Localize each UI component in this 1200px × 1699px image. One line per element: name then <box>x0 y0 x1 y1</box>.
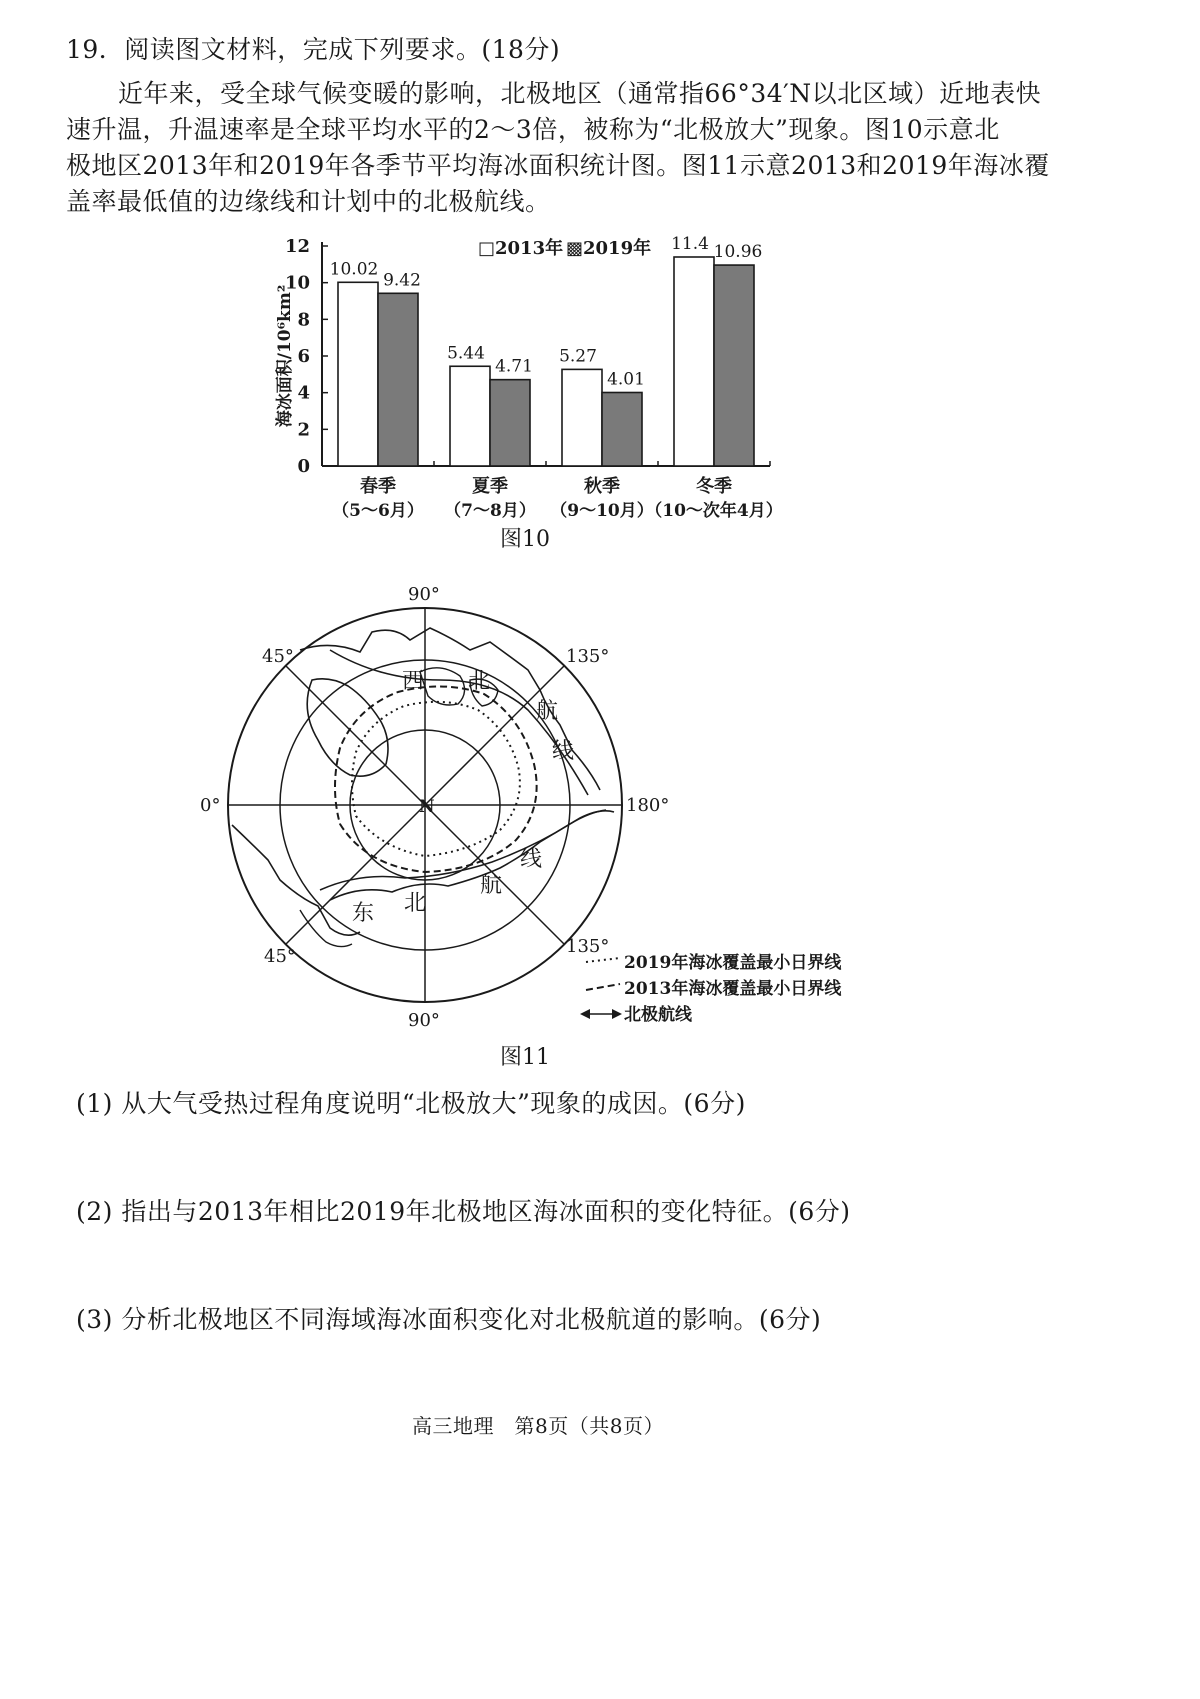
nw-route-char-3: 航 <box>536 699 559 724</box>
paragraph-line-3: 极地区2013年和2019年各季节平均海冰面积统计图。图11示意2013和2019年海冰覆 <box>66 151 1050 180</box>
bar-value-label: 4.01 <box>607 369 645 390</box>
legend-2019-swatch <box>586 958 620 962</box>
category-sublabel: （10～次年4月） <box>645 501 783 521</box>
ne-route-char-2: 北 <box>404 891 427 916</box>
ne-route-char-1: 东 <box>352 901 375 926</box>
figure-10-caption: 图10 <box>500 527 550 552</box>
bar-2019年-冬季 <box>714 265 754 466</box>
subquestion-1: (1) 从大气受热过程角度说明“北极放大”现象的成因。(6分) <box>76 1089 746 1118</box>
bar-2013年-秋季 <box>562 369 602 466</box>
y-tick-label: 6 <box>297 346 310 367</box>
legend-2019-label: 2019年海冰覆盖最小日界线 <box>624 953 842 973</box>
lon-label-left: 0° <box>200 795 221 816</box>
bar-2019年-夏季 <box>490 380 530 466</box>
nw-route-char-2: 北 <box>468 669 491 694</box>
bar-2019年-春季 <box>378 293 418 466</box>
ice-boundary-2013 <box>335 686 537 872</box>
figure-11-caption: 图11 <box>500 1045 550 1070</box>
lon-label-top-left: 45° <box>262 646 294 667</box>
y-tick-label: 0 <box>297 456 310 477</box>
category-label: 冬季 <box>696 476 732 497</box>
ne-route-char-4: 线 <box>520 847 543 872</box>
bar-2019年-秋季 <box>602 392 642 466</box>
question-heading: 19．阅读图文材料，完成下列要求。(18分) <box>66 35 561 64</box>
page-footer: 高三地理 第8页（共8页） <box>412 1414 664 1438</box>
y-tick-label: 12 <box>284 236 310 257</box>
subquestion-3: (3) 分析北极地区不同海域海冰面积变化对北极航道的影响。(6分) <box>76 1305 822 1334</box>
coastline-europe <box>232 825 360 935</box>
nw-route-char-1: 西 <box>402 669 425 694</box>
bar-value-label: 5.44 <box>447 343 485 364</box>
lon-label-bottom-right: 135° <box>566 936 610 957</box>
legend-2013: □2013年 <box>478 238 564 259</box>
category-label: 春季 <box>360 476 396 497</box>
bar-value-label: 9.42 <box>383 270 421 291</box>
bar-value-label: 10.02 <box>329 259 379 280</box>
lon-label-top: 90° <box>408 584 440 605</box>
category-sublabel: （7～8月） <box>444 501 536 521</box>
y-tick-label: 2 <box>297 419 310 441</box>
lon-label-right: 180° <box>626 795 670 816</box>
sea-ice-area-bar-chart <box>0 230 1200 560</box>
paragraph-line-4: 盖率最低值的边缘线和计划中的北极航线。 <box>66 187 551 216</box>
legend-2013-label: 2013年海冰覆盖最小日界线 <box>624 979 842 999</box>
north-pole-label: N <box>419 797 435 817</box>
bar-2013年-春季 <box>338 282 378 466</box>
coastline-scandinavia <box>300 910 352 947</box>
y-tick-label: 4 <box>297 382 310 404</box>
legend-route-label: 北极航线 <box>624 1005 692 1025</box>
legend-2019: ▩2019年 <box>566 238 652 259</box>
paragraph-line-2: 速升温，升温速率是全球平均水平的2～3倍，被称为“北极放大”现象。图10示意北 <box>66 115 1000 144</box>
ne-route-char-3: 航 <box>480 873 503 898</box>
legend-route-arrow-right <box>612 1009 622 1019</box>
category-sublabel: （9～10月） <box>550 501 654 521</box>
arctic-polar-map <box>0 580 1200 1080</box>
y-axis-label: 海冰面积/10⁶km² <box>275 284 295 428</box>
bar-value-label: 11.4 <box>671 234 709 254</box>
bar-2013年-冬季 <box>674 257 714 466</box>
category-label: 秋季 <box>584 476 620 497</box>
bar-value-label: 5.27 <box>559 346 597 367</box>
lon-label-top-right: 135° <box>566 646 610 667</box>
legend-2013-swatch <box>586 984 620 990</box>
y-tick-label: 10 <box>284 272 310 294</box>
bar-2013年-夏季 <box>450 366 490 466</box>
legend-route-arrow-left <box>580 1009 590 1019</box>
bar-value-label: 10.96 <box>713 242 763 263</box>
category-sublabel: （5～6月） <box>332 501 424 521</box>
bar-value-label: 4.71 <box>495 356 533 377</box>
lon-label-bottom: 90° <box>408 1010 440 1031</box>
y-tick-label: 8 <box>297 309 310 331</box>
nw-route-char-4: 线 <box>552 739 575 764</box>
subquestion-2: (2) 指出与2013年相比2019年北极地区海冰面积的变化特征。(6分) <box>76 1197 851 1226</box>
paragraph-line-1: 近年来，受全球气候变暖的影响，北极地区（通常指66°34′N以北区域）近地表快 <box>118 79 1042 108</box>
category-label: 夏季 <box>472 476 508 497</box>
lon-label-bottom-left: 45° <box>264 946 296 967</box>
